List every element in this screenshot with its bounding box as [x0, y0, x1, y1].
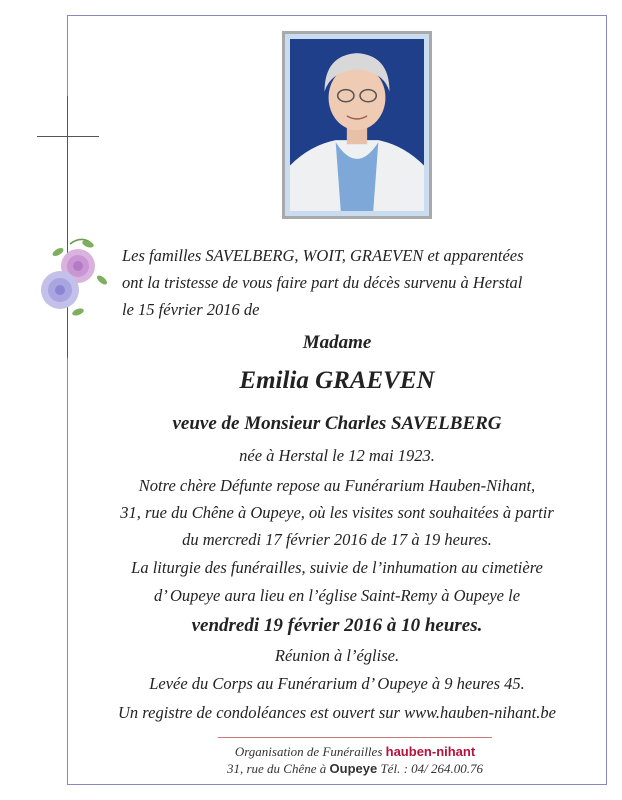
liturgy-line-1: La liturgie des funérailles, suivie de l’inhumation au cimetière	[131, 558, 543, 577]
levee-line: Levée du Corps au Funérarium d’ Oupeye à 9 heures 45.	[149, 674, 525, 693]
brand-logo: hauben-nihant	[385, 744, 476, 759]
deceased-photo	[282, 31, 432, 219]
repose-line-2: 31, rue du Chêne à Oupeye, où les visites sont souhaitées à partir	[120, 503, 554, 522]
rose-flower-icon	[30, 232, 108, 322]
footer-phone: Tél. : 04/ 264.00.76	[380, 761, 484, 776]
deceased-name: Emilia GRAEVEN	[239, 367, 435, 394]
liturgy-line-2: d’ Oupeye aura lieu en l’église Saint-Remy à Oupeye le	[153, 586, 521, 605]
footer-organisation	[200, 744, 510, 760]
birth-line: née à Herstal le 12 mai 1923.	[239, 446, 435, 465]
footer-org-prefix: Organisation de Funérailles	[234, 744, 383, 759]
footer-divider	[218, 737, 492, 738]
footer-town: Oupeye	[329, 761, 378, 776]
footer-address-prefix: 31, rue du Chêne à	[226, 761, 327, 776]
footer-address	[200, 761, 510, 777]
repose-line-3: du mercredi 17 février 2016 de 17 à 19 heures.	[182, 530, 492, 549]
deceased-spouse: veuve de Monsieur Charles SAVELBERG	[172, 413, 502, 434]
register-line: Un registre de condoléances est ouvert sur www.hauben-nihant.be	[118, 703, 556, 722]
cross-icon-bar	[37, 136, 99, 137]
repose-line-1: Notre chère Défunte repose au Funérarium Hauben-Nihant,	[138, 476, 536, 495]
funeral-date: vendredi 19 février 2016 à 10 heures.	[191, 615, 483, 636]
intro-line-1: Les familles SAVELBERG, WOIT, GRAEVEN et apparentées	[122, 246, 524, 265]
meeting-line: Réunion à l’église.	[274, 646, 400, 665]
intro-line-2: ont la tristesse de vous faire part du décès survenu à Herstal	[122, 273, 523, 292]
intro-line-3: le 15 février 2016 de	[122, 300, 260, 319]
deceased-title: Madame	[302, 332, 372, 353]
